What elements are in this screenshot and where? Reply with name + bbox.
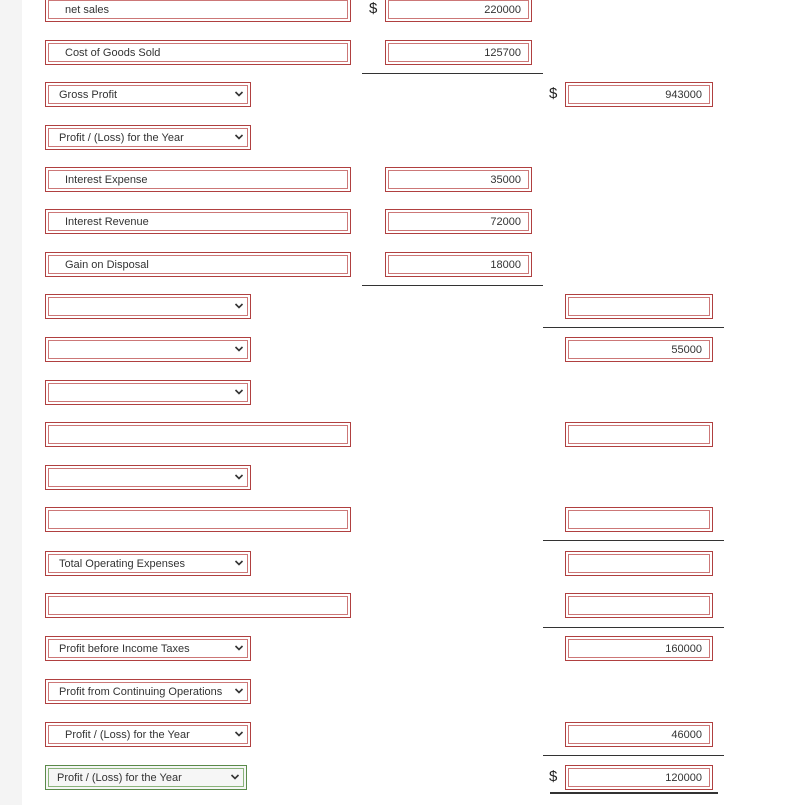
amount-row-9: 55000 xyxy=(671,344,702,356)
cost-of-goods-sold-amount-input[interactable] xyxy=(385,40,532,65)
profit-before-income-taxes-select[interactable] xyxy=(45,636,251,661)
chevron-down-icon xyxy=(234,387,244,397)
amount-input-row-9[interactable] xyxy=(565,337,713,362)
blank-amount-input-row-11[interactable] xyxy=(565,422,713,447)
total-operating-expenses-label: Total Operating Expenses xyxy=(59,558,185,570)
interest-revenue-account-input[interactable] xyxy=(45,209,351,234)
cost-of-goods-sold-label: Cost of Goods Sold xyxy=(65,47,161,59)
gross-profit-amount: 943000 xyxy=(665,89,702,101)
blank-select-row-9[interactable] xyxy=(45,337,251,362)
blank-select-row-10[interactable] xyxy=(45,380,251,405)
chevron-down-icon xyxy=(234,301,244,311)
net-sales-currency-symbol: $ xyxy=(369,0,378,17)
profit-loss-year-select-2[interactable] xyxy=(45,722,251,747)
blank-amount-input-row-15[interactable] xyxy=(565,593,713,618)
gain-on-disposal-amount: 18000 xyxy=(490,259,521,271)
interest-revenue-amount: 72000 xyxy=(490,216,521,228)
total-operating-expenses-amount-input[interactable] xyxy=(565,551,713,576)
interest-expense-account-input[interactable] xyxy=(45,167,351,192)
final-profit-currency-symbol: $ xyxy=(549,768,558,785)
blank-select-row-8[interactable] xyxy=(45,294,251,319)
chevron-down-icon xyxy=(234,344,244,354)
left-margin-rail xyxy=(0,0,22,805)
net-sales-amount-input[interactable] xyxy=(385,0,532,22)
net-sales-amount: 220000 xyxy=(484,4,521,16)
subtotal-rule-5 xyxy=(543,627,724,628)
profit-loss-year-amount-input-final[interactable] xyxy=(565,765,713,790)
profit-loss-year-label-1: Profit / (Loss) for the Year xyxy=(59,132,184,144)
blank-account-input-row-13[interactable] xyxy=(45,507,351,532)
gross-profit-label: Gross Profit xyxy=(59,89,118,101)
interest-expense-label: Interest Expense xyxy=(65,174,148,186)
total-operating-expenses-select[interactable] xyxy=(45,551,251,576)
gross-profit-currency-symbol: $ xyxy=(549,85,558,102)
gain-on-disposal-label: Gain on Disposal xyxy=(65,259,149,271)
chevron-down-icon xyxy=(234,558,244,568)
subtotal-rule-1 xyxy=(362,73,543,74)
profit-loss-year-amount-input-2[interactable] xyxy=(565,722,713,747)
interest-expense-amount-input[interactable] xyxy=(385,167,532,192)
final-total-double-rule xyxy=(550,792,718,794)
profit-loss-year-select-final[interactable] xyxy=(45,765,247,790)
chevron-down-icon xyxy=(234,643,244,653)
profit-loss-year-select-1[interactable] xyxy=(45,125,251,150)
interest-revenue-label: Interest Revenue xyxy=(65,216,149,228)
gross-profit-select[interactable] xyxy=(45,82,251,107)
profit-loss-year-amount-final: 120000 xyxy=(665,772,702,784)
gain-on-disposal-amount-input[interactable] xyxy=(385,252,532,277)
gain-on-disposal-account-input[interactable] xyxy=(45,252,351,277)
chevron-down-icon xyxy=(234,729,244,739)
profit-loss-year-label-final: Profit / (Loss) for the Year xyxy=(57,772,182,784)
blank-amount-input-row-8[interactable] xyxy=(565,294,713,319)
chevron-down-icon xyxy=(230,772,240,782)
profit-before-income-taxes-amount: 160000 xyxy=(665,643,702,655)
net-sales-account-input[interactable] xyxy=(45,0,351,22)
chevron-down-icon xyxy=(234,89,244,99)
profit-continuing-operations-label: Profit from Continuing Operations xyxy=(59,686,223,698)
chevron-down-icon xyxy=(234,472,244,482)
net-sales-label: net sales xyxy=(65,4,110,16)
profit-loss-year-amount-2: 46000 xyxy=(671,729,702,741)
cost-of-goods-sold-amount: 125700 xyxy=(484,47,521,59)
subtotal-rule-3 xyxy=(543,327,724,328)
gross-profit-amount-input[interactable] xyxy=(565,82,713,107)
cost-of-goods-sold-account-input[interactable] xyxy=(45,40,351,65)
interest-revenue-amount-input[interactable] xyxy=(385,209,532,234)
blank-select-row-12[interactable] xyxy=(45,465,251,490)
blank-amount-input-row-13[interactable] xyxy=(565,507,713,532)
interest-expense-amount: 35000 xyxy=(490,174,521,186)
profit-loss-year-label-2: Profit / (Loss) for the Year xyxy=(65,729,190,741)
profit-before-income-taxes-amount-input[interactable] xyxy=(565,636,713,661)
chevron-down-icon xyxy=(234,132,244,142)
subtotal-rule-6 xyxy=(543,755,724,756)
subtotal-rule-2 xyxy=(362,285,543,286)
chevron-down-icon xyxy=(234,686,244,696)
profit-continuing-operations-select[interactable] xyxy=(45,679,251,704)
blank-account-input-row-11[interactable] xyxy=(45,422,351,447)
blank-account-input-row-15[interactable] xyxy=(45,593,351,618)
subtotal-rule-4 xyxy=(543,540,724,541)
profit-before-income-taxes-label: Profit before Income Taxes xyxy=(59,643,190,655)
